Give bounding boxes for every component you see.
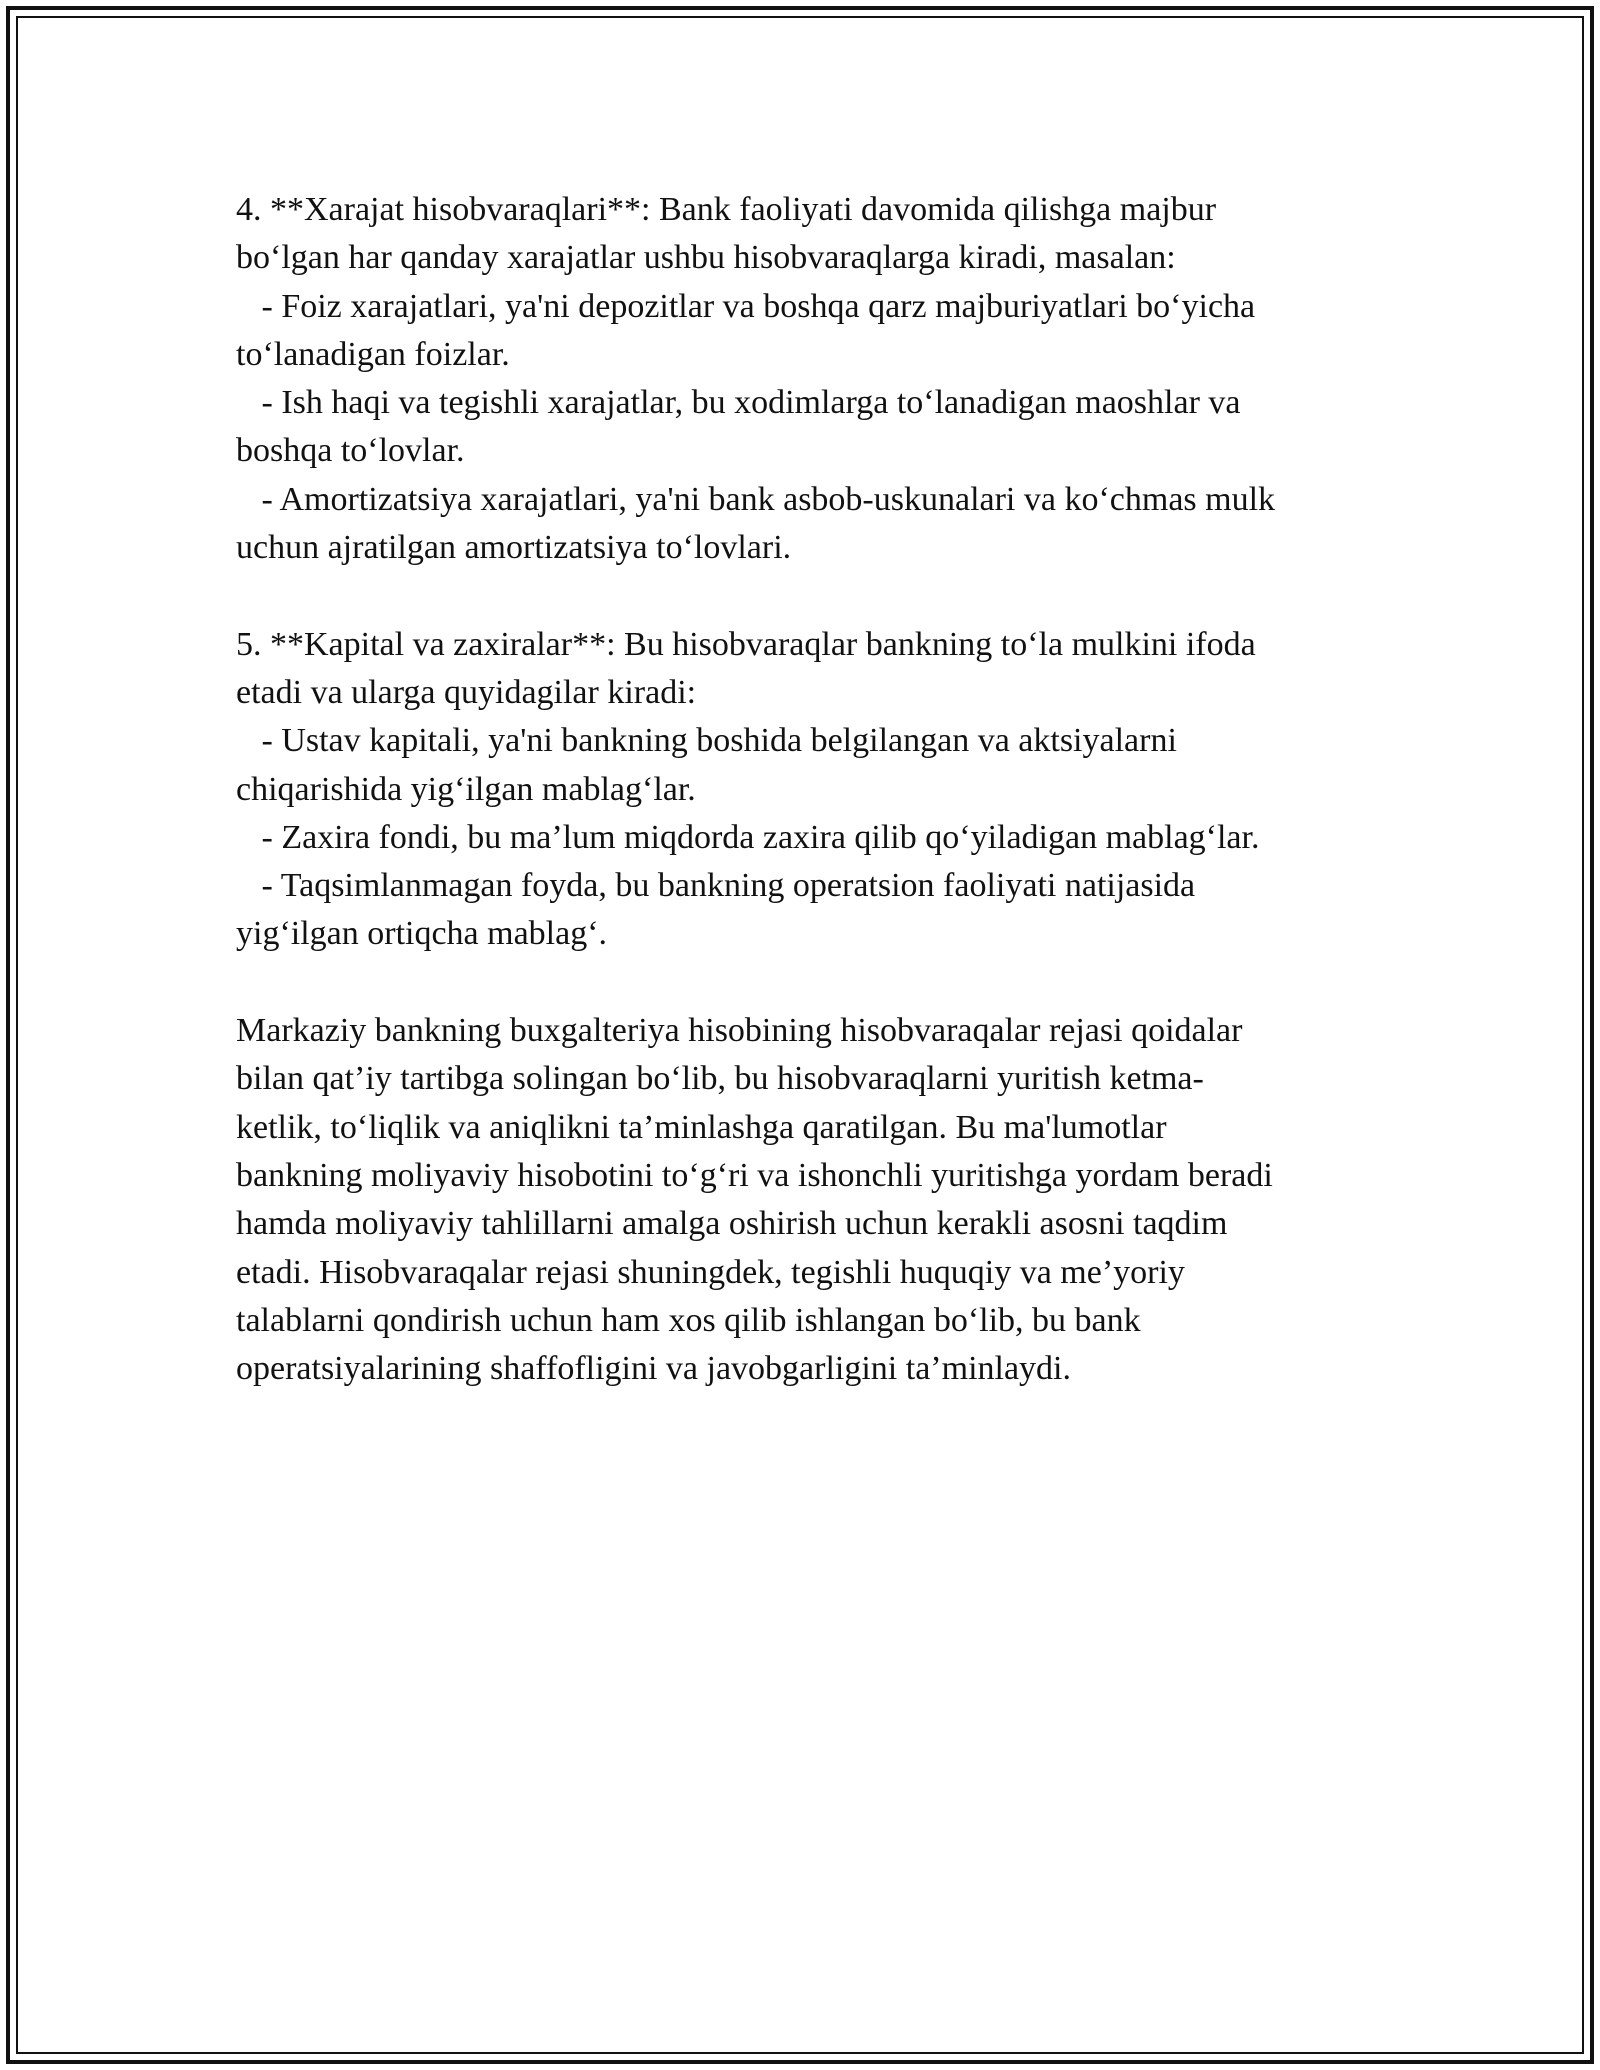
list-item-line: - Foiz xarajatlari, ya'ni depozitlar va boshqa qarz majburiyatlari bo‘yicha [236, 287, 1256, 325]
paragraph-line: talablarni qondirish uchun ham xos qilib ishlangan bo‘lib, bu bank [236, 1301, 1141, 1339]
paragraph-line: operatsiyalarining shaffofligini va javobgarligini ta’minlaydi. [236, 1350, 1071, 1388]
paragraph-line: ketlik, to‘liqlik va aniqlikni ta’minlashga qaratilgan. Bu ma'lumotlar [236, 1108, 1167, 1146]
document-body [236, 186, 1376, 1393]
list-item-line: chiqarishida yig‘ilgan mablag‘lar. [236, 770, 696, 808]
section-expense-accounts [236, 186, 1376, 572]
list-item-line: - Taqsimlanmagan foyda, bu bankning operatsion faoliyati natijasida [236, 867, 1196, 905]
paragraph-line: 4. **Xarajat hisobvaraqlari**: Bank faoliyati davomida qilishga majbur [236, 191, 1217, 228]
paragraph-line: hamda moliyaviy tahlillarni amalga oshirish uchun kerakli asosni taqdim [236, 1205, 1228, 1243]
paragraph-line: 5. **Kapital va zaxiralar**: Bu hisobvaraqlar bankning to‘la mulkini ifoda [236, 625, 1256, 663]
paragraph-line: Markaziy bankning buxgalteriya hisobining hisobvaraqalar rejasi qoidalar [236, 1012, 1243, 1050]
paragraph-line: bo‘lgan har qanday xarajatlar ushbu hisobvaraqlarga kiradi, masalan: [236, 239, 1176, 277]
list-item-line: boshqa to‘lovlar. [236, 432, 465, 470]
section-conclusion [236, 1007, 1376, 1393]
list-item-line: uchun ajratilgan amortizatsiya to‘lovlari. [236, 529, 792, 567]
list-item-line: - Zaxira fondi, bu ma’lum miqdorda zaxira qilib qo‘yiladigan mablag‘lar. [236, 818, 1260, 856]
list-item-line: - Amortizatsiya xarajatlari, ya'ni bank asbob-uskunalari va ko‘chmas mulk [236, 480, 1276, 518]
paragraph-gap [236, 572, 1376, 620]
paragraph-line: etadi va ularga quyidagilar kiradi: [236, 673, 697, 711]
list-item-line: yig‘ilgan ortiqcha mablag‘. [236, 915, 608, 953]
list-item-line: - Ish haqi va tegishli xarajatlar, bu xodimlarga to‘lanadigan maoshlar va [236, 384, 1241, 422]
list-item-line: - Ustav kapitali, ya'ni bankning boshida belgilangan va aktsiyalarni [236, 722, 1177, 760]
paragraph-gap [236, 959, 1376, 1007]
paragraph-line: bilan qat’iy tartibga solingan bo‘lib, bu hisobvaraqlarni yuritish ketma- [236, 1060, 1204, 1098]
list-item-line: to‘lanadigan foizlar. [236, 335, 510, 373]
section-capital-reserves [236, 621, 1376, 959]
paragraph-line: etadi. Hisobvaraqalar rejasi shuningdek, tegishli huquqiy va me’yoriy [236, 1253, 1185, 1291]
paragraph-line: bankning moliyaviy hisobotini to‘g‘ri va ishonchli yuritishga yordam beradi [236, 1156, 1273, 1194]
